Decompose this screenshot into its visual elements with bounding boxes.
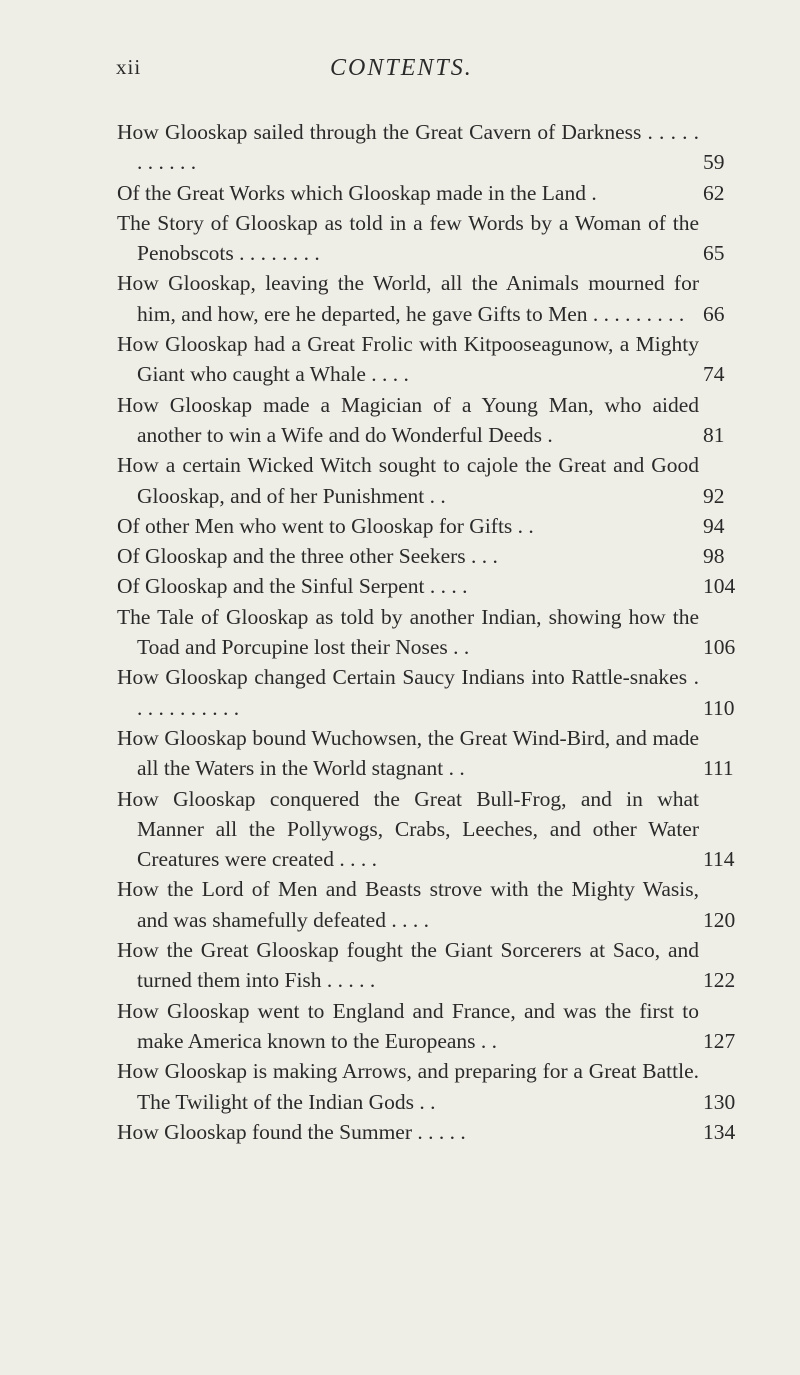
entry-title: The Tale of Glooskap as told by another Indian, showing how the Toad and Porcupine lost their Noses . . (117, 604, 699, 660)
entry-title: Of Glooskap and the Sinful Serpent . . . . (117, 574, 468, 599)
contents-entry (117, 935, 743, 996)
entry-page-number: 111 (703, 756, 734, 781)
entry-title: How Glooskap found the Summer . . . . . (117, 1119, 466, 1144)
entry-title: The Story of Glooskap as told in a few Words by a Woman of the Penobscots . . . . . . . . (117, 210, 699, 266)
entry-page-number: 74 (703, 362, 725, 387)
entry-page-number: 104 (703, 574, 736, 599)
entry-title: How the Lord of Men and Beasts strove with the Mighty Wasis, and was shamefully defeated . . . . (117, 877, 699, 932)
entry-page-number: 59 (703, 150, 725, 175)
contents-entry (117, 208, 743, 269)
contents-entry (117, 784, 743, 875)
entry-title: How Glooskap conquered the Great Bull-Frog, and in what Manner all the Pollywogs, Crabs, Leeches, and other Water Creatures were created . . . . (117, 786, 699, 872)
contents-entry (117, 450, 743, 511)
entry-title: How the Great Glooskap fought the Giant Sorcerers at Saco, and turned them into Fish . . . . . (117, 938, 699, 993)
contents-entry (117, 117, 743, 178)
entry-title: Of Glooskap and the three other Seekers . . . (117, 544, 498, 569)
entry-title: How Glooskap had a Great Frolic with Kitpooseagunow, a Mighty Giant who caught a Whale . . . . (117, 332, 699, 387)
contents-entry (117, 1056, 743, 1117)
contents-entry (117, 178, 743, 208)
entry-page-number: 122 (703, 968, 736, 993)
entry-page-number: 127 (703, 1028, 736, 1053)
contents-entry (117, 874, 743, 935)
page-header (0, 55, 800, 95)
entry-page-number: 62 (703, 180, 725, 205)
entry-title: How Glooskap went to England and France, and was the first to make America known to the Europeans . . (117, 998, 699, 1053)
contents-entry (117, 723, 743, 784)
entry-page-number: 120 (703, 907, 736, 932)
contents-entry (117, 1117, 743, 1147)
entry-page-number: 92 (703, 483, 725, 508)
page-folio: xii (116, 55, 142, 79)
entry-title: How Glooskap sailed through the Great Cavern of Darkness . . . . . . . . . . . (117, 120, 699, 175)
entry-page-number: 134 (703, 1119, 736, 1144)
entry-title: How Glooskap bound Wuchowsen, the Great Wind-Bird, and made all the Waters in the World stagnant . . (117, 725, 699, 781)
entry-page-number: 94 (703, 513, 725, 538)
entry-page-number: 106 (703, 635, 736, 660)
entry-title: How Glooskap is making Arrows, and preparing for a Great Battle. The Twilight of the Indian Gods . . (117, 1059, 699, 1114)
entry-page-number: 65 (703, 241, 725, 266)
entry-title: How Glooskap, leaving the World, all the Animals mourned for him, and how, ere he departed, he gave Gifts to Men . . . . . . . . . (117, 271, 699, 326)
entry-page-number: 81 (703, 422, 725, 447)
entry-title: How Glooskap changed Certain Saucy Indians into Rattle-snakes . . . . . . . . . . . (117, 665, 699, 720)
contents-entry (117, 541, 743, 571)
contents-entry (117, 268, 743, 329)
contents-entry (117, 390, 743, 451)
entry-page-number: 114 (703, 847, 735, 872)
contents-entry (117, 511, 743, 541)
contents-entry (117, 602, 743, 663)
contents-list (117, 117, 743, 1147)
entry-title: How Glooskap made a Magician of a Young Man, who aided another to win a Wife and do Wonderful Deeds . (117, 392, 699, 447)
running-title: CONTENTS. (330, 55, 473, 81)
entry-title: Of other Men who went to Glooskap for Gifts . . (117, 513, 534, 538)
contents-entry (117, 571, 743, 601)
contents-entry (117, 996, 743, 1057)
entry-page-number: 98 (703, 544, 725, 569)
contents-entry (117, 329, 743, 390)
entry-page-number: 110 (703, 695, 735, 720)
entry-title: Of the Great Works which Glooskap made in the Land . (117, 180, 597, 205)
contents-entry (117, 662, 743, 723)
entry-page-number: 66 (703, 301, 725, 326)
entry-title: How a certain Wicked Witch sought to cajole the Great and Good Glooskap, and of her Punishment . . (117, 453, 699, 508)
entry-page-number: 130 (703, 1089, 736, 1114)
